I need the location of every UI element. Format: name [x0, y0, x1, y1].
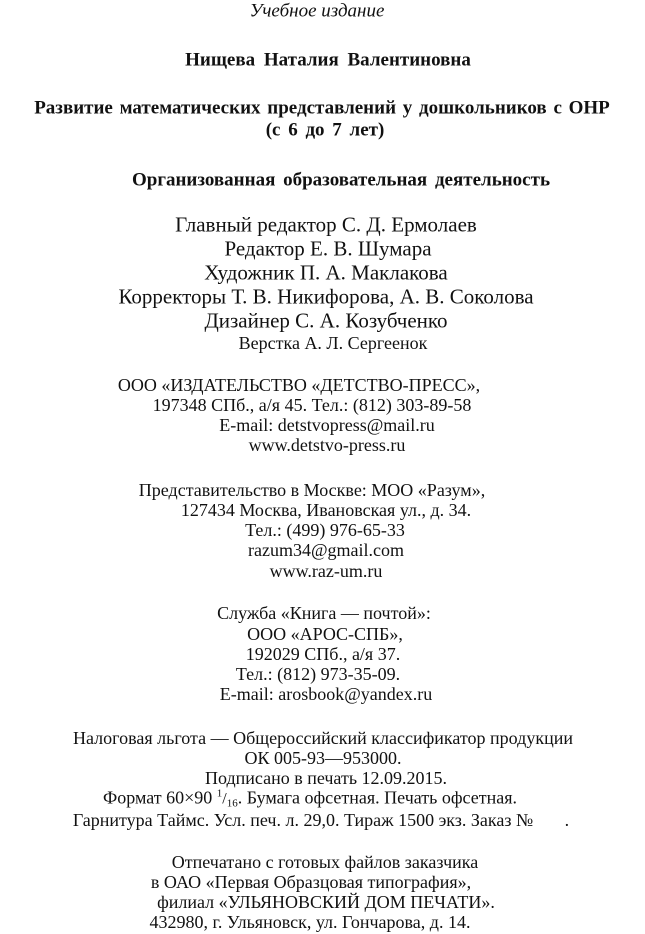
- publisher-name: ООО «ИЗДАТЕЛЬСТВО «ДЕТСТВО-ПРЕСС»,: [117, 375, 481, 395]
- moscow-website: www.raz-um.ru: [269, 561, 383, 581]
- publisher-website: www.detstvo-press.ru: [248, 435, 406, 455]
- publisher-address: 197348 СПб., а/я 45. Тел.: (812) 303-89-58: [152, 395, 472, 415]
- staff-layout: Верстка А. Л. Сергеенок: [238, 333, 428, 353]
- title-line-2: (с 6 до 7 лет): [265, 119, 385, 141]
- staff-designer: Дизайнер С. А. Козубченко: [204, 308, 448, 333]
- edition-type: Учебное издание: [249, 0, 385, 22]
- staff-chief-editor: Главный редактор С. Д. Ермолаев: [175, 212, 477, 237]
- format-denominator: 16: [226, 797, 238, 810]
- title-line-1: Развитие математических представлений у дошкольников с ОНР: [34, 97, 610, 119]
- staff-proofreaders: Корректоры Т. В. Никифорова, А. В. Соколова: [118, 284, 534, 309]
- typeface-print-run: Гарнитура Таймс. Усл. печ. л. 29,0. Тираж 1500 экз. Заказ № .: [72, 810, 570, 830]
- printer-line-1: Отпечатано с готовых файлов заказчика: [171, 852, 479, 872]
- staff-editor: Редактор Е. В. Шумара: [224, 236, 432, 261]
- printer-address: 432980, г. Ульяновск, ул. Гончарова, д. 14.: [149, 912, 471, 932]
- staff-artist: Художник П. А. Маклакова: [204, 260, 448, 285]
- signed-for-print: Подписано в печать 12.09.2015.: [204, 768, 448, 788]
- author: Нищева Наталия Валентиновна: [185, 49, 471, 71]
- printer-line-3: филиал «УЛЬЯНОВСКИЙ ДОМ ПЕЧАТИ».: [157, 892, 495, 912]
- mail-service-email: E-mail: arosbook@yandex.ru: [219, 684, 433, 704]
- format-numerator: 1: [216, 787, 223, 800]
- subtitle: Организованная образовательная деятельность: [132, 169, 550, 191]
- tax-exemption: Налоговая льгота — Общероссийский классификатор продукции: [73, 728, 573, 748]
- moscow-office: Представительство в Москве: МОО «Разум»,: [138, 480, 486, 500]
- mail-service-title: Служба «Книга — почтой»:: [217, 603, 431, 623]
- moscow-phone: Тел.: (499) 976-65-33: [245, 520, 405, 540]
- format-line: Формат 60×90 $^1/_{16}$. Бумага офсетная. Печать офсетная.: [103, 787, 517, 810]
- moscow-email: razum34@gmail.com: [247, 540, 405, 560]
- format-suffix: . Бумага офсетная. Печать офсетная.: [237, 787, 517, 808]
- ok-code: ОК 005-93—953000.: [244, 748, 402, 768]
- mail-service-address: 192029 СПб., а/я 37.: [245, 644, 401, 664]
- moscow-address: 127434 Москва, Ивановская ул., д. 34.: [180, 500, 472, 520]
- mail-service-phone: Тел.: (812) 973-35-09.: [235, 664, 401, 684]
- publisher-email: E-mail: detstvopress@mail.ru: [219, 415, 435, 435]
- printer-line-2: в ОАО «Первая Образцовая типография»,: [150, 872, 472, 892]
- mail-service-company: ООО «АРОС-СПБ»,: [247, 624, 403, 644]
- format-prefix: Формат 60×90: [103, 787, 217, 808]
